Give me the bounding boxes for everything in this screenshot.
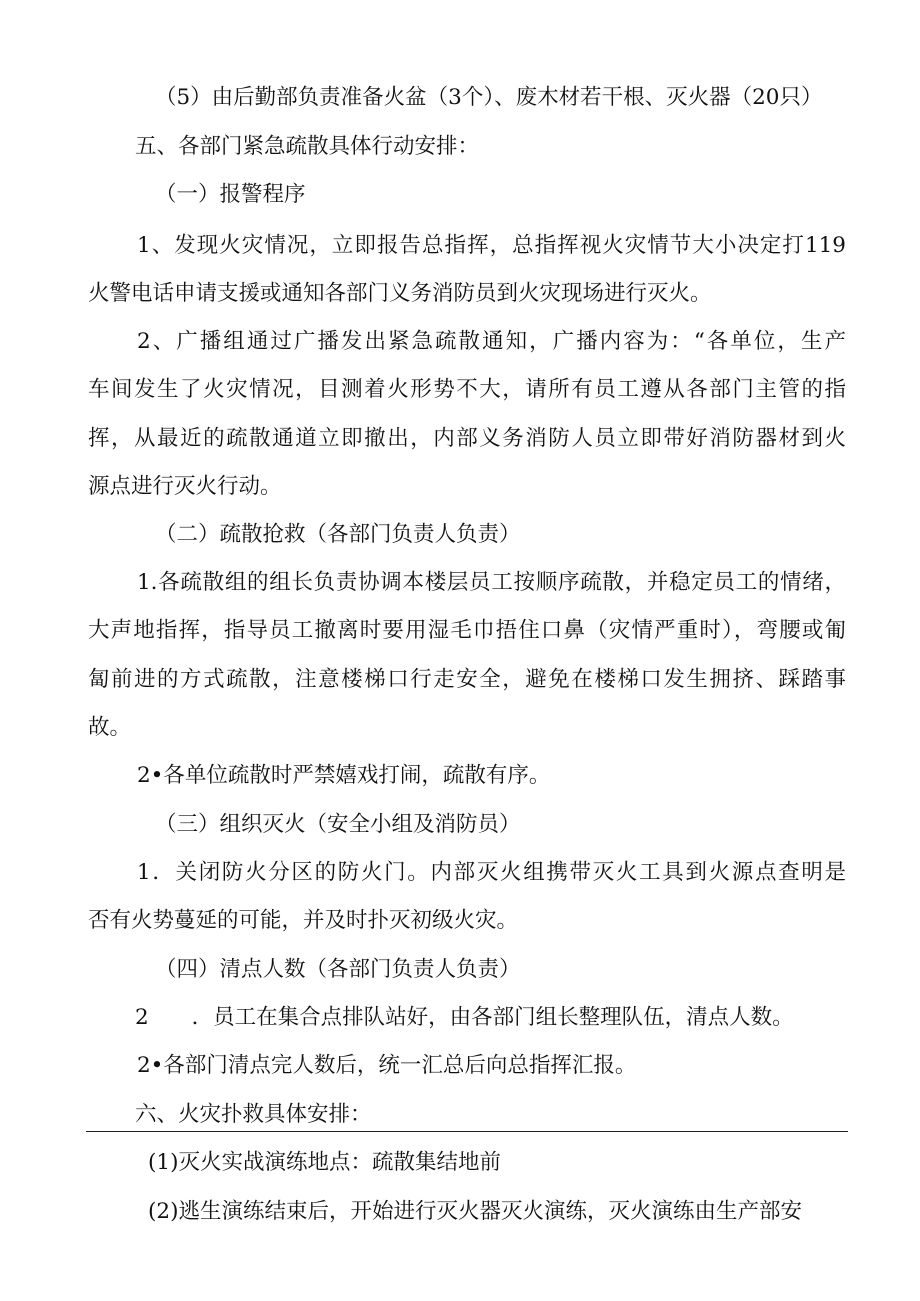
firefighting-paragraph-line-2: 否有火势蔓延的可能，并及时扑灭初级火灾。 <box>88 908 519 933</box>
evacuation-paragraph-1-line-4: 故。 <box>88 715 132 740</box>
subsection-2-heading: （二）疏散抢救（各部门负责人负责） <box>155 522 521 547</box>
section-5-heading: 五、各部门紧急疏散具体行动安排： <box>135 134 480 159</box>
alarm-paragraph-2-line-3: 挥，从最近的疏散通道立即撤出，内部义务消防人员立即带好消防器材到火 <box>88 426 846 451</box>
headcount-paragraph-2: 2•各部门清点完人数后，统一汇总后向总指挥汇报。 <box>137 1053 637 1078</box>
alarm-paragraph-2-line-4: 源点进行灭火行动。 <box>88 474 282 499</box>
drill-procedure-item: (2)逃生演练结束后，开始进行灭火器灭火演练，灭火演练由生产部安 <box>148 1199 802 1224</box>
section-6-heading: 六、火灾扑救具体安排： <box>135 1102 372 1127</box>
horizontal-divider <box>86 1131 848 1132</box>
drill-location-item: (1)灭火实战演练地点：疏散集结地前 <box>148 1150 501 1175</box>
headcount-paragraph-1: 2 ．员工在集合点排队站好，由各部门组长整理队伍，清点人数。 <box>135 1005 794 1030</box>
evacuation-paragraph-1-line-3: 匐前进的方式疏散，注意楼梯口行走安全，避免在楼梯口发生拥挤、踩踏事 <box>88 667 846 692</box>
subsection-3-heading: （三）组织灭火（安全小组及消防员） <box>155 812 521 837</box>
alarm-paragraph-2-line-1: 2、广播组通过广播发出紧急疏散通知，广播内容为：“各单位，生产 <box>137 329 846 354</box>
item-5-supplies: （5）由后勤部负责准备火盆（3个）、废木材若干根、灭火器（20只） <box>155 85 823 110</box>
evacuation-paragraph-1-line-2: 大声地指挥，指导员工撤离时要用湿毛巾捂住口鼻（灾情严重时），弯腰或匍 <box>88 618 846 643</box>
subsection-1-heading: （一）报警程序 <box>155 182 306 207</box>
evacuation-paragraph-1-line-1: 1.各疏散组的组长负责协调本楼层员工按顺序疏散，并稳定员工的情绪， <box>137 570 846 595</box>
firefighting-paragraph-line-1: 1．关闭防火分区的防火门。内部灭火组携带灭火工具到火源点查明是 <box>137 860 846 885</box>
alarm-paragraph-1-line-2: 火警电话申请支援或通知各部门义务消防员到火灾现场进行灭火。 <box>88 281 712 306</box>
alarm-paragraph-2-line-2: 车间发生了火灾情况，目测着火形势不大，请所有员工遵从各部门主管的指 <box>88 377 846 402</box>
subsection-4-heading: （四）清点人数（各部门负责人负责） <box>155 957 521 982</box>
alarm-paragraph-1-line-1: 1、发现火灾情况，立即报告总指挥，总指挥视火灾情节大小决定打119 <box>137 233 846 258</box>
evacuation-paragraph-2: 2•各单位疏散时严禁嬉戏打闹，疏散有序。 <box>137 763 551 788</box>
